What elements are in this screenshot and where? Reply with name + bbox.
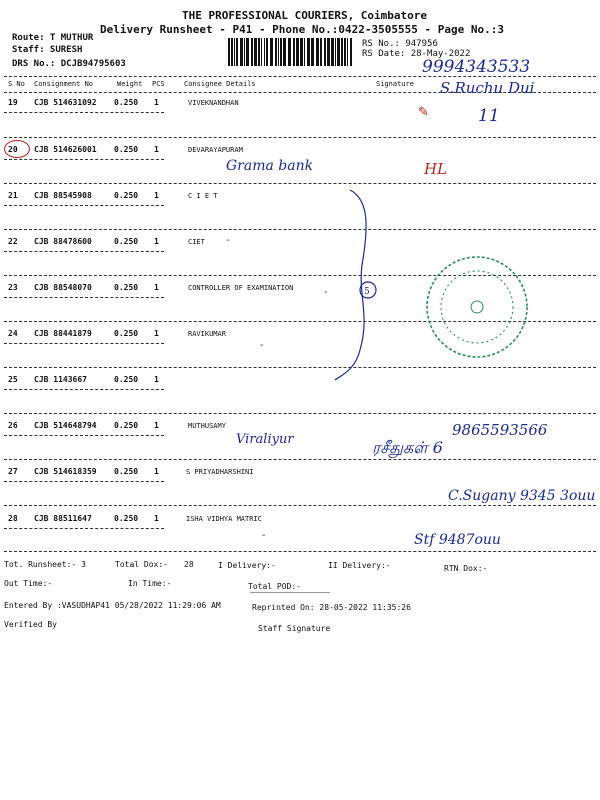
row-weight: 0.250	[114, 283, 139, 292]
pod-underline	[250, 592, 330, 593]
row-consignment: CJB 1143667	[34, 375, 87, 384]
row-rule	[4, 205, 164, 206]
row-separator	[4, 505, 596, 506]
row-sno: 20	[8, 145, 18, 154]
row-weight: 0.250	[114, 145, 139, 154]
handwritten-phone-row26: 9865593566	[452, 421, 548, 439]
staff-signature: Staff Signature	[258, 624, 331, 633]
reprinted-on: Reprinted On: 28-05-2022 11:35:26	[252, 603, 411, 612]
row-weight: 0.250	[114, 421, 139, 430]
pen-tick-icon: -	[260, 340, 264, 351]
row-rule	[4, 481, 164, 482]
circle-mark-icon	[4, 140, 30, 158]
row-rule	[4, 435, 164, 436]
col-header-sno: S No	[8, 80, 25, 88]
row-separator	[4, 459, 596, 460]
row-weight: 0.250	[114, 329, 139, 338]
row-consignment: CJB 514618359	[34, 467, 97, 476]
row-sno: 21	[8, 191, 18, 200]
route-label: Route: T MUTHUR	[12, 33, 94, 43]
row-sno: 23	[8, 283, 18, 292]
row-consignee: RAVIKUMAR	[188, 330, 226, 338]
row-pcs: 1	[154, 98, 159, 107]
handwritten-signature-row27: C.Sugany 9345 3ouu	[448, 488, 596, 504]
row-consignment: CJB 514648794	[34, 421, 97, 430]
row-pcs: 1	[154, 191, 159, 200]
row-consignee: C I E T	[188, 192, 218, 200]
row-sno: 19	[8, 98, 18, 107]
row-sno: 22	[8, 237, 18, 246]
rs-number: RS No.: 947956	[362, 39, 438, 49]
total-dox-value: 28	[184, 560, 194, 569]
row-rule	[4, 389, 164, 390]
drs-number: DRS No.: DCJB94795603	[12, 59, 126, 69]
pen-tick-icon: -	[226, 235, 230, 246]
handwritten-tamil-signature-icon: ரசீதுகள் 6	[372, 438, 443, 457]
handwritten-signature-top: S.Ruchu Dui	[440, 79, 535, 97]
row-sno: 26	[8, 421, 18, 430]
row-consignee: ISHA VIDHYA MATRIC	[186, 515, 262, 523]
verified-by: Verified By	[4, 620, 57, 629]
pen-tick-icon: -	[262, 530, 266, 541]
row-weight: 0.250	[114, 514, 139, 523]
row-separator	[4, 413, 596, 414]
seal-stamp-icon	[420, 250, 535, 365]
staff-label: Staff: SURESH	[12, 45, 83, 55]
row-rule	[4, 112, 164, 113]
rs-date: RS Date: 28-May-2022	[362, 49, 471, 59]
row-separator	[4, 551, 596, 552]
row-weight: 0.250	[114, 98, 139, 107]
runsheet-subtitle: Delivery Runsheet - P41 - Phone No.:0422-3505555 - Page No.:3	[100, 23, 504, 36]
row-weight: 0.250	[114, 237, 139, 246]
row-consignment: CJB 514631092	[34, 98, 97, 107]
ii-delivery: II Delivery:-	[328, 561, 391, 570]
document-title: THE PROFESSIONAL COURIERS, Coimbatore	[182, 9, 428, 22]
col-header-consignee: Consignee Details	[184, 80, 256, 88]
row-pcs: 1	[154, 283, 159, 292]
row-rule	[4, 159, 164, 160]
row-pcs: 1	[154, 375, 159, 384]
i-delivery: I Delivery:-	[218, 561, 276, 570]
row-consignment: CJB 88545908	[34, 191, 92, 200]
total-pod: Total POD:-	[248, 582, 301, 591]
row-separator	[4, 183, 596, 184]
row-consignee: S PRIYADHARSHINI	[186, 468, 254, 476]
row-separator	[4, 137, 596, 138]
row-rule	[4, 251, 164, 252]
row-consignee: CIET	[188, 238, 205, 246]
handwritten-signature-row28: Stf 9487ouu	[414, 532, 501, 548]
row-sno: 27	[8, 467, 18, 476]
row-sno: 24	[8, 329, 18, 338]
handwritten-note-row20: Grama bank	[226, 158, 314, 174]
col-header-pcs: PCS	[152, 80, 165, 88]
row-weight: 0.250	[114, 191, 139, 200]
row-consignment: CJB 514626001	[34, 145, 97, 154]
entered-by: Entered By :VASUDHAP41 05/28/2022 11:29:06 AM	[4, 601, 221, 610]
row-consignee: MUTHUSAMY	[188, 422, 226, 430]
handwritten-note-row26: Viraliyur	[236, 432, 294, 447]
row-sno: 28	[8, 514, 18, 523]
in-time: In Time:-	[128, 579, 172, 588]
row-pcs: 1	[154, 329, 159, 338]
row-weight: 0.250	[114, 375, 139, 384]
row-rule	[4, 528, 164, 529]
total-dox-label: Total Dox:-	[115, 560, 168, 569]
row-weight: 0.250	[114, 467, 139, 476]
row-separator	[4, 229, 596, 230]
barcode-icon	[226, 38, 354, 66]
row-pcs: 1	[154, 514, 159, 523]
row-consignment: CJB 88548070	[34, 283, 92, 292]
handwritten-tick-row19: 11	[478, 106, 500, 126]
svg-text:5: 5	[364, 287, 370, 297]
row-consignee: VIVEKNANDHAN	[188, 99, 239, 107]
row-consignee: CONTROLLER OF EXAMINATION	[188, 284, 294, 292]
col-header-signature: Signature	[376, 80, 414, 88]
row-consignment: CJB 88441879	[34, 329, 92, 338]
row-pcs: 1	[154, 467, 159, 476]
row-rule	[4, 343, 164, 344]
pen-tick-icon: -	[324, 287, 328, 298]
row-separator	[4, 367, 596, 368]
out-time: Out Time:-	[4, 579, 53, 588]
bracket-scribble-icon	[330, 185, 380, 385]
col-header-weight: Weight	[117, 80, 143, 88]
row-sno: 25	[8, 375, 18, 384]
red-scribble-icon: ✎	[418, 105, 429, 120]
row-pcs: 1	[154, 421, 159, 430]
row-rule	[4, 297, 164, 298]
row-consignment: CJB 88511647	[34, 514, 92, 523]
handwritten-phone-top: 9994343533	[422, 57, 531, 77]
col-header-consignment: Consignment No	[34, 80, 94, 88]
handwritten-initials-row20: HL	[424, 160, 448, 178]
total-runsheet: Tot. Runsheet:- 3	[4, 560, 86, 569]
row-consignment: CJB 88478600	[34, 237, 92, 246]
rtn-dox: RTN Dox:-	[444, 564, 488, 573]
row-pcs: 1	[154, 237, 159, 246]
row-pcs: 1	[154, 145, 159, 154]
row-consignee: DEVARAYAPURAM	[188, 146, 243, 154]
